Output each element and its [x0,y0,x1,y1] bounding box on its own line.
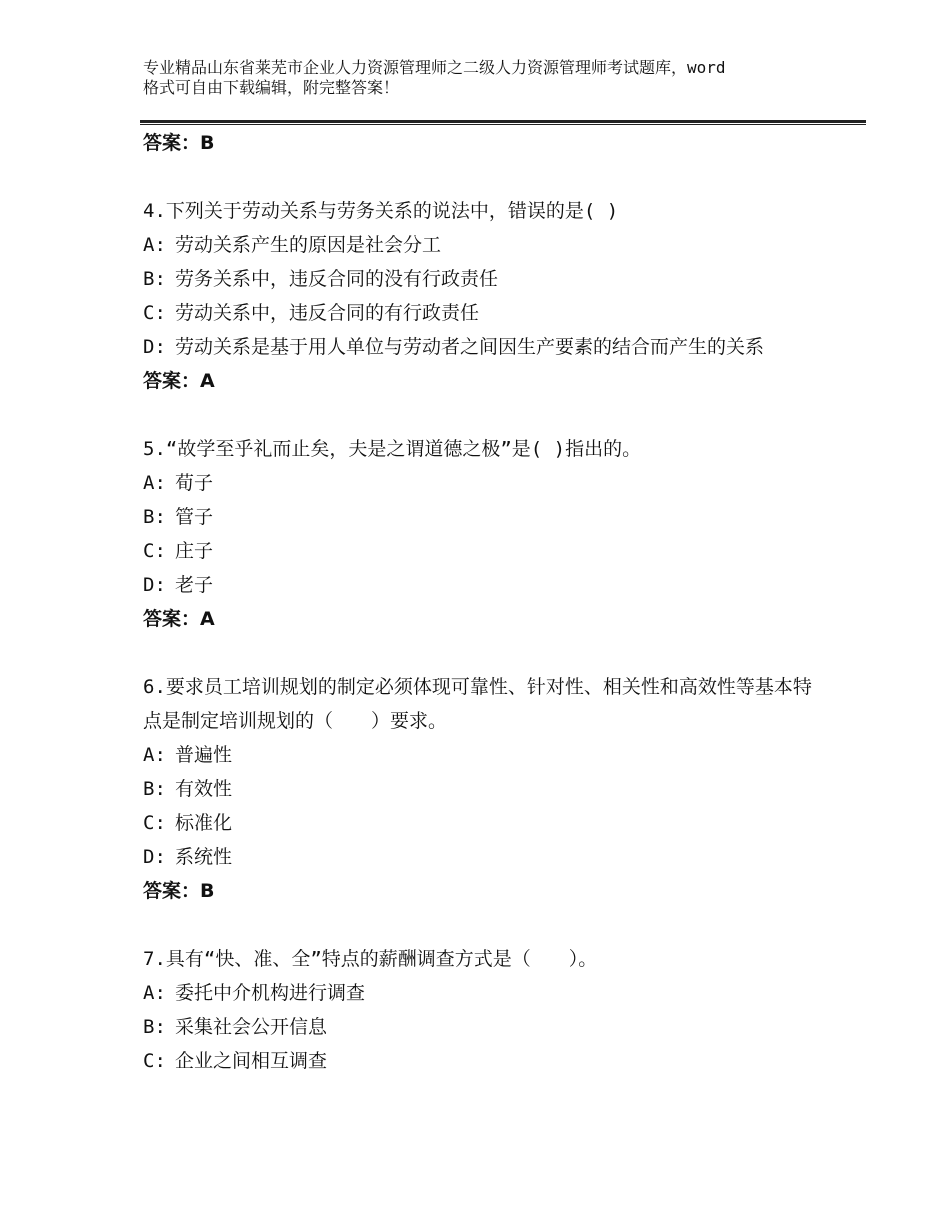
option-b [143,500,823,534]
question-4 [143,194,823,398]
option-text: 庄子 [175,540,214,562]
option-a [143,228,823,262]
option-letter: B: [143,778,166,800]
option-letter: A: [143,234,166,256]
option-text: 劳务关系中，违反合同的没有行政责任 [175,268,499,290]
option-a [143,466,823,500]
question-text: 7.具有“快、准、全”特点的薪酬调查方式是（ ）。 [143,948,598,970]
question-5 [143,432,823,636]
option-text: 系统性 [175,846,233,868]
option-text: 老子 [175,574,214,596]
option-a [143,738,823,772]
option-c [143,296,823,330]
option-letter: A: [143,472,166,494]
header-rule-thin [140,124,866,125]
answer-4: 答案：A [143,370,215,392]
option-text: 劳动关系产生的原因是社会分工 [175,234,442,256]
option-text: 劳动关系中，违反合同的有行政责任 [175,302,480,324]
option-letter: B: [143,1016,166,1038]
option-b [143,1010,823,1044]
option-c [143,806,823,840]
option-letter: D: [143,846,166,868]
option-letter: C: [143,1050,166,1072]
option-a [143,976,823,1010]
header-line-2: 格式可自由下载编辑，附完整答案！ [143,78,400,97]
option-letter: C: [143,812,166,834]
option-letter: B: [143,268,166,290]
option-b [143,262,823,296]
option-letter: C: [143,540,166,562]
option-b [143,772,823,806]
option-text: 普遍性 [175,744,233,766]
option-letter: B: [143,506,166,528]
option-text: 荀子 [175,472,214,494]
option-d [143,840,823,874]
header-rule-thick [140,120,866,123]
option-letter: D: [143,574,166,596]
question-7 [143,942,823,1078]
document-content [143,126,823,1078]
option-c [143,534,823,568]
option-letter: A: [143,982,166,1004]
option-d [143,330,823,364]
option-text: 采集社会公开信息 [175,1016,328,1038]
option-letter: A: [143,744,166,766]
option-text: 管子 [175,506,214,528]
answer-5: 答案：A [143,608,215,630]
page-header [143,58,843,98]
option-letter: C: [143,302,166,324]
question-text: 6.要求员工培训规划的制定必须体现可靠性、针对性、相关性和高效性等基本特点是制定培训规划的（ ）要求。 [143,676,812,732]
option-d [143,568,823,602]
option-text: 委托中介机构进行调查 [175,982,366,1004]
option-text: 劳动关系是基于用人单位与劳动者之间因生产要素的结合而产生的关系 [175,336,765,358]
question-text: 4.下列关于劳动关系与劳务关系的说法中，错误的是( ) [143,200,619,222]
option-c [143,1044,823,1078]
header-line-1: 专业精品山东省莱芜市企业人力资源管理师之二级人力资源管理师考试题库，word [143,58,726,77]
option-letter: D: [143,336,166,358]
question-6 [143,670,823,908]
answer-6: 答案：B [143,880,215,902]
answer-previous: 答案：B [143,132,215,154]
option-text: 标准化 [175,812,233,834]
option-text: 有效性 [175,778,233,800]
question-text: 5.“故学至乎礼而止矣，夫是之谓道德之极”是( )指出的。 [143,438,642,460]
option-text: 企业之间相互调查 [175,1050,328,1072]
